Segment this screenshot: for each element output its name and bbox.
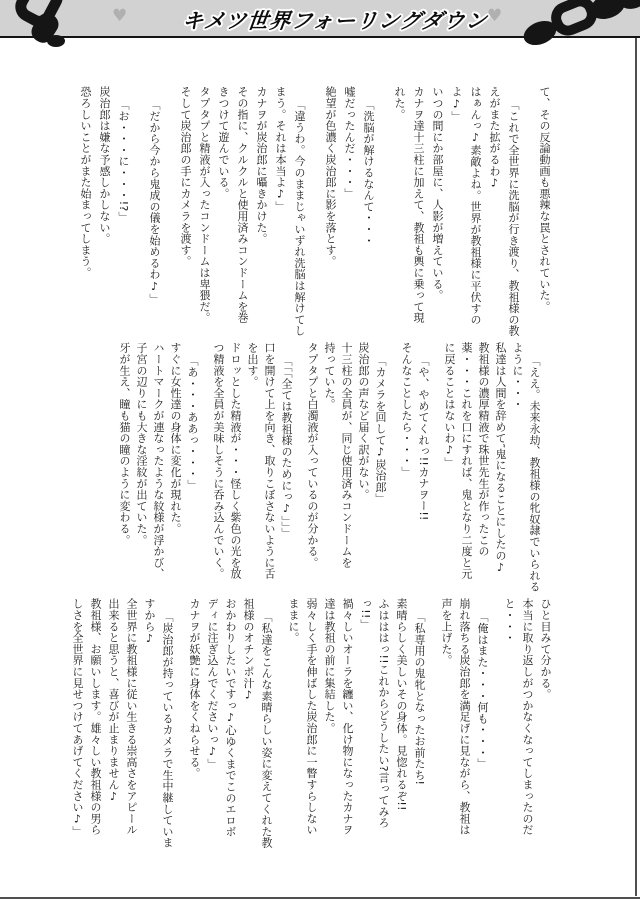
page-border-right (635, 38, 637, 896)
text-column: 炭治郎の声など届く訳がない。 (357, 342, 370, 501)
text-column: ひと目みて分かる。 (539, 598, 552, 700)
text-column: 崩れ落ちる炭治郎を満足げに見ながら、教祖は (458, 598, 471, 836)
text-column: タプタプと白濁液が入っているのが分かる。 (306, 342, 319, 568)
text-column: カナヲが妖艶に身体をくねらせる。 (188, 598, 201, 779)
text-column: 教祖様、お願いします。雄々しい教祖様の男ら (89, 598, 102, 836)
text-column: 絶望が色濃く炭治郎に影を落とす。 (324, 86, 337, 267)
text-column: れた。 (393, 86, 406, 120)
header-banner (0, 0, 640, 38)
text-column: 「ええ。未来永劫、教祖様の牝奴隷でいられる (528, 355, 541, 593)
text-column: 本当に取り返しがつかなくなってしまったのだ (521, 598, 534, 836)
text-column: 「洗脳が解けるなんて・・・ (362, 99, 375, 246)
story-block-top (76, 86, 554, 336)
text-column: 「私達をこんな素晴らしい姿に変えてくれた教 (260, 611, 273, 849)
text-column: おかわりしたいですっ♪心ゆくまでこのエロボ (224, 598, 237, 838)
text-column: タプタプと精液が入ったコンドームは卑猥だ。 (198, 86, 211, 324)
text-column: に戻ることはないわ♪」 (443, 342, 456, 469)
text-column: 達は教祖の前に集結した。 (323, 598, 336, 734)
text-column: カナヲが炭治郎に囁きかけた。 (255, 86, 268, 245)
text-column: 炭治郎は嫌な予感しかしない。 (98, 86, 111, 245)
text-column: 私達は人間を辞めて″鬼になることにしたの♪ (494, 342, 507, 575)
text-column: 全世界に教祖様に従い生きる崇高さをアピール (125, 598, 138, 836)
text-column: 「や、やめてくれっ!!カナヲー!! (417, 355, 430, 521)
text-column: 教祖様の濃厚精液で珠世先生が作ったこの (477, 342, 490, 557)
text-column: えがまた拡がるわ♪ (488, 86, 501, 190)
text-column: 素晴らしく美しいその身体。見惚れるぞ!! (395, 598, 408, 811)
text-column: と・・・ (503, 598, 516, 644)
text-column: その指に、クルクルと使用済みコンドームを巻 (236, 86, 249, 324)
text-column: ままに。 (287, 598, 300, 644)
text-column: 薬・・・これを口にすれば、鬼となり二度と元 (460, 342, 473, 580)
text-column: 声を上げた。 (440, 598, 453, 666)
text-column: つ精液を全員が美味しそうに呑み込んでいく。 (212, 342, 225, 580)
text-column: 「私専用の鬼牝となったお前たち! (413, 611, 426, 786)
page-title: キメツ世界フォーリングダウン (180, 9, 489, 33)
text-column: 出来ると思うと、喜びが止まりません♪ (107, 598, 120, 804)
text-column: すから♪ (143, 598, 156, 646)
text-column: 「違うわ。今のままじゃいずれ洗脳は解けてし (293, 99, 306, 337)
text-column: 持っていた。 (323, 342, 336, 410)
text-column: ハートマークが連なったような紋様が浮かび、 (152, 342, 165, 580)
chain-right-icon (528, 0, 640, 52)
text-column: 弱々しく手を伸ばした炭治郎に一瞥すらしない (305, 598, 318, 836)
story-block-bottom (68, 598, 554, 848)
text-column: 十三柱の全員が、同じ使用済みコンドームを (340, 342, 353, 568)
text-column: きつけて遊んでいる。 (217, 86, 230, 199)
text-column: ように・・・ (511, 342, 524, 410)
text-column: ディに注ぎ込んでくださいっ♪」 (206, 598, 219, 770)
page-border-bottom (0, 897, 640, 899)
text-column: 「お・・・に・・・!?」 (117, 99, 130, 223)
text-column: ドロッとした精液が・・・怪しく紫色の光を放 (229, 342, 242, 580)
text-column: まう。それは本当よ♪」 (274, 86, 287, 213)
text-column: カナヲ達十三柱に加えて、教祖も輿に乗って現 (412, 86, 425, 324)
text-column: 「カメラを回して♪炭治郎」 (374, 355, 387, 504)
text-column: 「これで全世界に洗脳が行き渡り、教祖様の教 (507, 99, 520, 337)
text-column: 口を開けて上を向き、取りこぼさないように舌 (263, 342, 276, 580)
text-column: て、その反論動画も悪辣な罠とされていた。 (538, 86, 551, 312)
text-column: 「炭治郎が持っているカメラで生中継していま (161, 611, 174, 849)
text-column: 子宮の辺りにも大きな淫紋が出ていた。 (135, 342, 148, 546)
text-column: 祖様のオチンポ汁♪ (242, 598, 255, 702)
text-column: ふはははっ!!これからどうしたい?言ってみろ (377, 598, 390, 829)
text-column: 「だから今から鬼成の儀を始めるわ♪」 (148, 99, 161, 305)
text-column: っ!!」 (359, 598, 372, 631)
story-block-middle (116, 342, 552, 592)
text-column: はぁんっ♪素敵よね。世界が教祖様に平伏すの (469, 86, 482, 326)
text-column: 嘘だったんだ・・・」 (343, 86, 356, 199)
text-column: よ♪」 (450, 86, 463, 122)
heart-icon: ♥ (487, 6, 503, 26)
text-column: 「あ・・・ああっ・・・」 (186, 355, 199, 491)
text-column: しさを全世界に見せつけてあげてください♪」 (71, 598, 84, 838)
text-column: すぐに女性達の身体に変化が現れた。 (169, 342, 182, 535)
heart-icon: ♥ (112, 6, 128, 26)
text-column: 牙が生え、瞳も猫の瞳のように変わる。 (118, 342, 131, 546)
text-column: 「「「全ては教祖様のためにっ♪」」」 (280, 355, 293, 539)
text-column: いつの間にか部屋に、人影が増えている。 (431, 86, 444, 301)
text-column: そして炭治郎の手にカメラを渡す。 (179, 86, 192, 267)
text-column: 恐ろしいことがまた始まってしまう。 (79, 86, 92, 279)
text-column: を出す。 (246, 342, 259, 388)
text-column: そんなことしたら・・・」 (400, 342, 413, 478)
text-column: 禍々しいオーラを纏い、化け物になったカナヲ (341, 598, 354, 836)
text-column: 「俺はまた・・・何も・・・」 (476, 611, 489, 770)
